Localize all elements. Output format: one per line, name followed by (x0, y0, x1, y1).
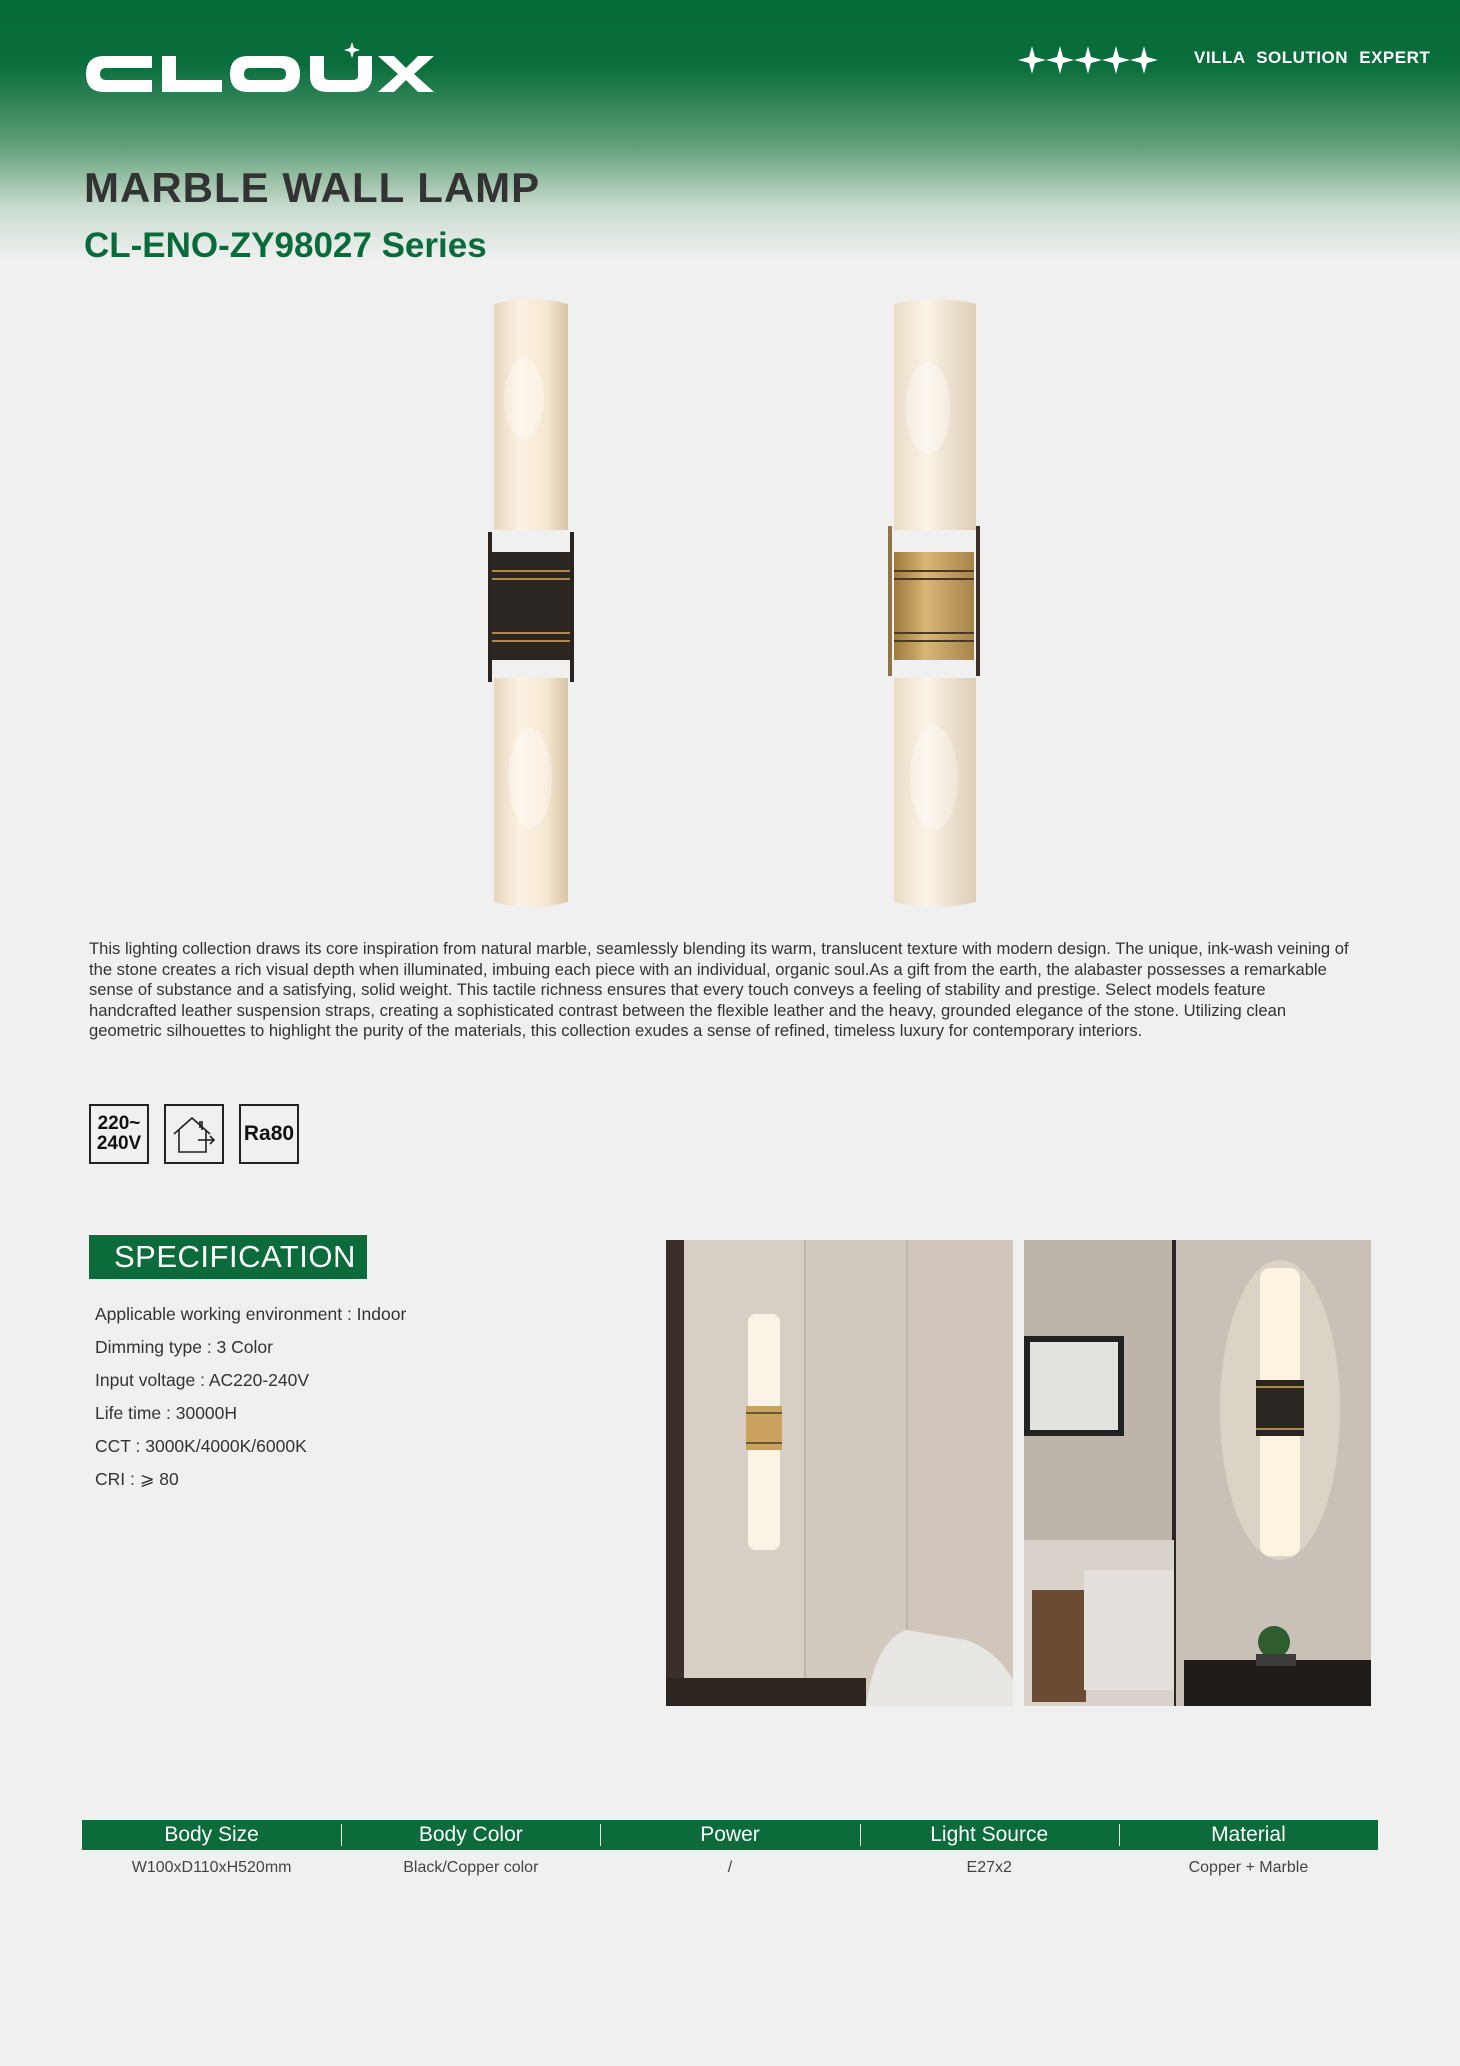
spec-item: Life time : 30000H (95, 1403, 238, 1423)
specification-list (95, 1300, 406, 1498)
voltage-badge (89, 1104, 149, 1164)
indoor-badge (164, 1104, 224, 1164)
brand-tagline: VILLA SOLUTION EXPERT (1194, 48, 1431, 67)
table-row (82, 1857, 1378, 1879)
spec-item: Dimming type : 3 Color (95, 1337, 273, 1357)
indoor-house-icon (170, 1112, 218, 1156)
table-cell-power: / (727, 1859, 733, 1876)
table-cell-body-size: W100xD110xH520mm (131, 1859, 292, 1876)
specification-heading: SPECIFICATION (89, 1235, 367, 1279)
series-subtitle: CL-ENO-ZY98027 Series (84, 226, 487, 265)
spec-item: Applicable working environment : Indoor (95, 1304, 407, 1324)
voltage-line-2: 240V (96, 1133, 142, 1154)
table-header-body-size: Body Size (164, 1823, 259, 1846)
table-header-power: Power (600, 1820, 859, 1850)
product-description: This lighting collection draws its core inspiration from natural marble, seamlessly blending its warm, translucent texture with modern design. The unique, ink-wash veining of the stone creates a rich visual depth when illuminated, imbuing each piece with an individual, organic soul.As a gift from the earth, the alabaster possesses a remarkable sense of substance and a satisfying, solid weight. This tactile richness ensures that every touch conveys a feeling of stability and prestige. Select models feature handcrafted leather suspension straps, creating a sophisticated contrast between the flexible leather and the heavy, grounded elegance of the stone. Utilizing clean geometric silhouettes to highlight the purity of the materials, this collection exudes a sense of refined, timeless luxury for contemporary interiors. (89, 939, 1349, 1041)
product-image-black (484, 298, 580, 912)
table-cell-body-color: Black/Copper color (403, 1859, 539, 1876)
installation-photo-brass (666, 1240, 1013, 1706)
cloux-logo (82, 42, 442, 102)
header-background (0, 0, 1460, 260)
table-cell-light-source: E27x2 (966, 1859, 1012, 1876)
spec-table-header (82, 1820, 1378, 1850)
product-image-brass (884, 298, 984, 912)
installation-photo-black (1024, 1240, 1371, 1706)
table-header-material: Material (1119, 1820, 1378, 1850)
table-cell-material: Copper + Marble (1188, 1859, 1309, 1876)
five-stars-icon (1018, 40, 1160, 80)
voltage-line-1: 220~ (97, 1113, 141, 1134)
page-title: MARBLE WALL LAMP (84, 164, 541, 211)
table-header-body-color: Body Color (341, 1820, 600, 1850)
spec-item: CRI : ⩾ 80 (95, 1469, 179, 1489)
spec-item: Input voltage : AC220-240V (95, 1370, 310, 1390)
spec-item: CCT : 3000K/4000K/6000K (95, 1436, 307, 1456)
cri-badge: Ra80 (239, 1104, 299, 1164)
table-header-light-source: Light Source (860, 1820, 1119, 1850)
